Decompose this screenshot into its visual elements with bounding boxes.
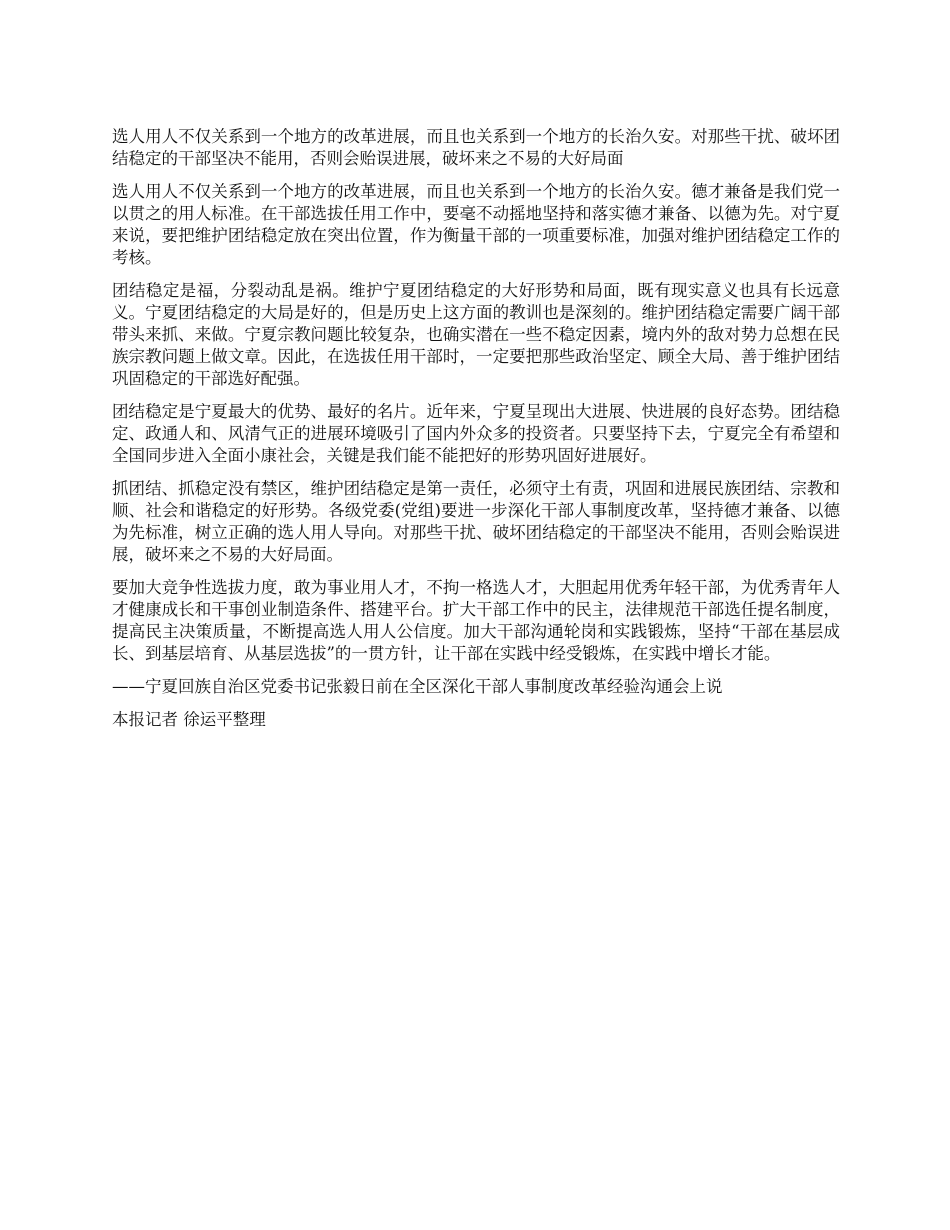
paragraph-3: 团结稳定是福，分裂动乱是祸。维护宁夏团结稳定的大好形势和局面，既有现实意义也具有长远意义。宁夏团结稳定的大局是好的，但是历史上这方面的教训也是深刻的。维护团结稳定需要广阔干部带头来抓、来做。宁夏宗教问题比较复杂，也确实潜在一些不稳定因素，境内外的敌对势力总想在民族宗教问题上做文章。因此，在选拔任用干部时，一定要把那些政治坚定、顾全大局、善于维护团结巩固稳定的干部选好配强。 xyxy=(112,281,840,388)
article-body xyxy=(112,126,840,742)
reporter-byline: 本报记者 徐运平整理 xyxy=(112,710,266,729)
paragraph-6: 要加大竞争性选拔力度，敢为事业用人才，不拘一格选人才，大胆起用优秀年轻干部，为优秀青年人才健康成长和干事创业制造条件、搭建平台。扩大干部工作中的民主，法律规范干部选任提名制度，提高民主决策质量，不断提高选人用人公信度。加大干部沟通轮岗和实践锻炼，坚持“干部在基层成长、到基层培育、从基层选拔”的一贯方针，让干部在实践中经受锻炼，在实践中增长才能。 xyxy=(112,578,840,663)
attribution-line: ——宁夏回族自治区党委书记张毅日前在全区深化干部人事制度改革经验沟通会上说 xyxy=(112,677,723,696)
paragraph-2: 选人用人不仅关系到一个地方的改革进展，而且也关系到一个地方的长治久安。德才兼备是我们党一以贯之的用人标准。在干部选拔任用工作中，要毫不动摇地坚持和落实德才兼备、以德为先。对宁夏来说，要把维护团结稳定放在突出位置，作为衡量干部的一项重要标准，加强对维护团结稳定工作的考核。 xyxy=(112,182,840,267)
paragraph-4: 团结稳定是宁夏最大的优势、最好的名片。近年来，宁夏呈现出大进展、快进展的良好态势。团结稳定、政通人和、风清气正的进展环境吸引了国内外众多的投资者。只要坚持下去，宁夏完全有希望和全国同步进入全面小康社会，关键是我们能不能把好的形势巩固好进展好。 xyxy=(112,402,840,465)
paragraph-5: 抓团结、抓稳定没有禁区，维护团结稳定是第一责任，必须守土有责，巩固和进展民族团结、宗教和顺、社会和谐稳定的好形势。各级党委(党组)要进一步深化干部人事制度改革，坚持德才兼备、以德为先标准，树立正确的选人用人导向。对那些干扰、破坏团结稳定的干部坚决不能用，否则会贻误进展，破坏来之不易的大好局面。 xyxy=(112,479,840,564)
paragraph-1: 选人用人不仅关系到一个地方的改革进展，而且也关系到一个地方的长治久安。对那些干扰、破坏团结稳定的干部坚决不能用，否则会贻误进展，破坏来之不易的大好局面 xyxy=(112,127,840,168)
